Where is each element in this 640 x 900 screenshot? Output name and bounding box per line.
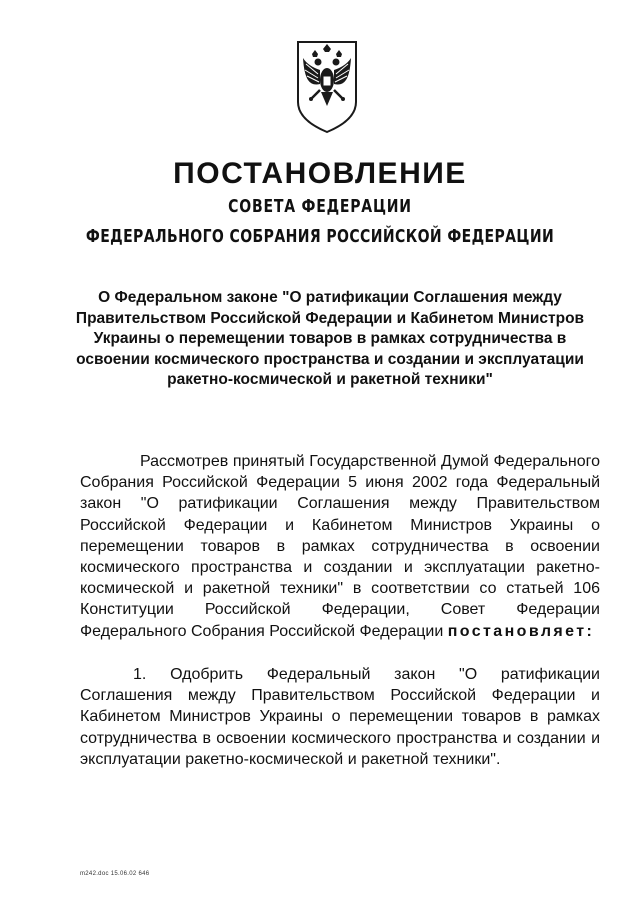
subject-line: О Федеральном законе "О ратификации Соглашения между xyxy=(98,289,562,306)
preamble-text: Рассмотрев принятый Государственной Думой Федерального Собрания Российской Федерации 5 июня 2002 года Федеральный закон "О ратификации Соглашения между Правительством Российской Федерации и Кабинетом Министров Украины о перемещении товаров в рамках сотрудничества в освоении космического пространства и создании и эксплуатации ракетно-космической и ракетной техники" в соответствии со статьей 106 Конституции Российской Федерации, Совет Федерации Федерального Собрания Российской Федерации xyxy=(80,453,600,640)
decision-word: постановляет: xyxy=(447,622,595,640)
subject-line: ракетно-космической и ракетной техники" xyxy=(167,371,493,388)
subject-line: Правительством Российской Федерации и Кабинетом Министров xyxy=(75,309,585,327)
preamble-paragraph xyxy=(80,451,600,642)
subject-line: освоении космического пространства и создании и эксплуатации xyxy=(76,350,584,368)
issuer-line-1: СОВЕТА ФЕДЕРАЦИИ xyxy=(228,196,412,217)
item-text: Одобрить Федеральный закон "О ратификации Соглашения между Правительством Российской Федерации и Кабинетом Министров Украины о перемещении товаров в рамках сотрудничества в освоении космического пространства и создании и эксплуатации ракетно-космической и ракетной техники". xyxy=(80,666,600,768)
document-file-code: m242.doc 15.06.02 646 xyxy=(80,871,150,877)
subject-line: Украины о перемещении товаров в рамках сотрудничества в xyxy=(93,330,567,347)
item-number: 1. xyxy=(133,666,147,683)
document-subject xyxy=(70,288,590,391)
issuer-line-2: ФЕДЕРАЛЬНОГО СОБРАНИЯ РОССИЙСКОЙ ФЕДЕРАЦИИ xyxy=(85,226,555,247)
coat-of-arms-icon xyxy=(296,40,358,134)
resolution-item-1 xyxy=(80,664,600,770)
document-title: ПОСТАНОВЛЕНИЕ xyxy=(173,157,467,190)
